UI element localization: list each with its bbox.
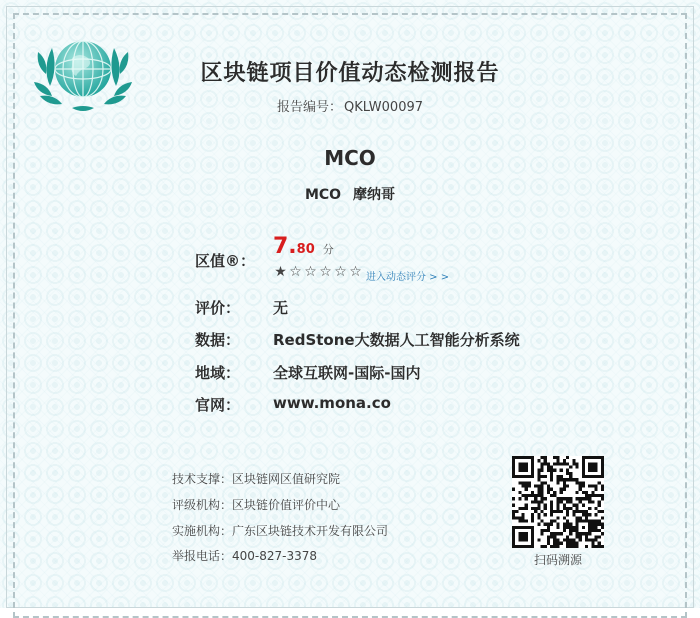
score-decimal: 80 xyxy=(296,242,315,257)
footer-value: 区块链价值评价中心 xyxy=(232,498,341,512)
qr-code-icon xyxy=(512,456,604,548)
footer-hotline xyxy=(172,547,317,564)
field-label: 官网： xyxy=(195,396,241,414)
field-row-region xyxy=(195,362,421,383)
score-value xyxy=(273,234,334,259)
field-row-data xyxy=(195,329,520,350)
star-rating xyxy=(273,264,363,280)
field-label: 地域： xyxy=(195,364,241,382)
footer-label: 举报电话： xyxy=(172,549,233,563)
dynamic-score-link[interactable]: 进入动态评分 > > xyxy=(366,272,450,283)
footer-label: 技术支撑： xyxy=(172,472,233,486)
report-title: 区块链项目价值动态检测报告 xyxy=(200,61,500,86)
project-code: MCO xyxy=(324,146,376,170)
report-number-value: QKLW00097 xyxy=(344,100,424,115)
footer-rating-agency xyxy=(172,496,340,513)
score-unit: 分 xyxy=(322,243,334,256)
field-label: 评价： xyxy=(195,299,241,317)
footer-value: 区块链网区值研究院 xyxy=(232,472,341,486)
footer-label: 实施机构： xyxy=(172,524,233,538)
report-number-label: 报告编号： xyxy=(276,100,342,115)
star-empty-icon: ☆ xyxy=(304,264,317,280)
un-emblem-logo-icon xyxy=(32,24,134,116)
footer-tech-support xyxy=(172,470,340,487)
score-label: 区值®： xyxy=(195,252,256,270)
score-integer: 7. xyxy=(273,234,297,259)
footer-value: 400-827-3378 xyxy=(232,549,318,563)
qr-caption: 扫码溯源 xyxy=(533,553,582,567)
project-symbol: MCO xyxy=(304,187,342,203)
field-value: 全球互联网-国际-国内 xyxy=(273,364,421,382)
star-filled-icon: ★ xyxy=(274,264,287,280)
field-row-evaluation xyxy=(195,297,289,318)
footer-label: 评级机构： xyxy=(172,498,233,512)
star-empty-icon: ☆ xyxy=(319,264,332,280)
field-label: 数据： xyxy=(195,331,241,349)
field-row-website xyxy=(195,394,391,415)
footer-value: 广东区块链技术开发有限公司 xyxy=(232,524,389,538)
field-value: RedStone大数据人工智能分析系统 xyxy=(273,331,520,349)
star-empty-icon: ☆ xyxy=(289,264,302,280)
field-value: 无 xyxy=(273,299,289,317)
star-empty-icon: ☆ xyxy=(334,264,347,280)
star-empty-icon: ☆ xyxy=(349,264,362,280)
report-number xyxy=(150,96,550,115)
website-link[interactable]: www.mona.co xyxy=(273,394,391,412)
project-cn-name: 摩纳哥 xyxy=(353,187,396,203)
footer-implementer xyxy=(172,522,388,539)
project-names xyxy=(200,184,500,204)
